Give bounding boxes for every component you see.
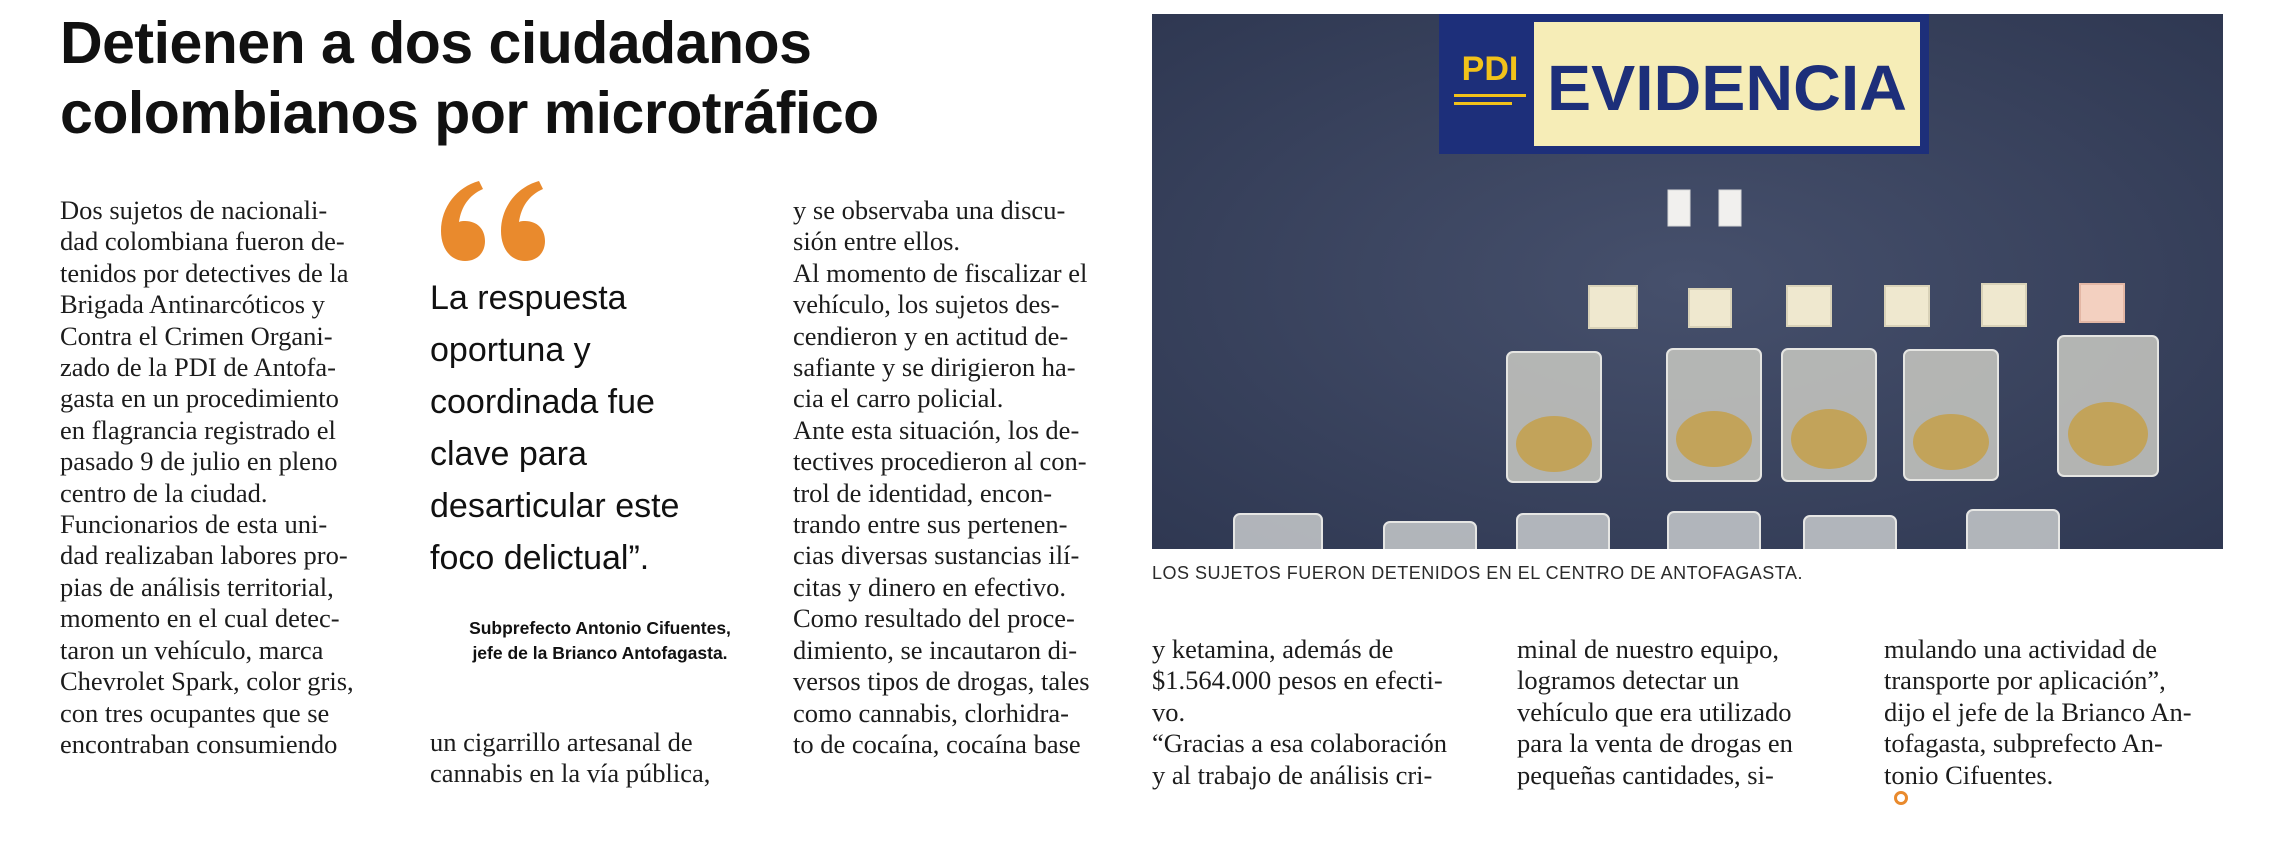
text-line: Como resultado del proce-: [793, 603, 1075, 634]
body-column-3: [793, 195, 1128, 760]
text-line: cias diversas sustancias ilí-: [793, 540, 1080, 571]
text-line: tenidos por detectives de la: [60, 257, 349, 288]
text-line: dad realizaban labores pro-: [60, 540, 348, 571]
text-line: vo.: [1152, 696, 1186, 727]
evidence-photo-illustration: [1152, 14, 2223, 549]
text-line: como cannabis, clorhidra-: [793, 697, 1069, 728]
text-line: dad colombiana fueron de-: [60, 226, 345, 257]
text-line: $1.564.000 pesos en efecti-: [1152, 665, 1443, 696]
text-line: taron un vehículo, marca: [60, 634, 324, 665]
body-column-1: [60, 195, 400, 760]
text-line: cendieron y en actitud de-: [793, 320, 1069, 351]
quote-mark-icon: [435, 175, 555, 265]
attribution-line-1: Subprefecto Antonio Cifuentes,: [469, 618, 731, 638]
text-line: desarticular este: [430, 487, 680, 525]
text-line: trol de identidad, encon-: [793, 477, 1053, 508]
last-line-wrapper: [1884, 760, 2214, 805]
text-line: y se observaba una discu-: [793, 195, 1066, 225]
text-line: centro de la ciudad.: [60, 477, 268, 508]
text-line: un cigarrillo artesanal de: [430, 727, 693, 757]
text-line: Brigada Antinarcóticos y: [60, 289, 325, 320]
text-line: clave para: [430, 435, 587, 473]
text-line: en flagrancia registrado el: [60, 414, 336, 445]
text-line: versos tipos de drogas, tales: [793, 666, 1090, 697]
text-line: y al trabajo de análisis cri-: [1152, 759, 1433, 790]
text-line: trando entre sus pertenen-: [793, 509, 1068, 540]
body-column-4: [1152, 634, 1472, 791]
text-line: oportuna y: [430, 331, 591, 369]
text-line: tonio Cifuentes.: [1884, 759, 2054, 790]
body-column-2: [430, 727, 770, 790]
text-line: tectives procedieron al con-: [793, 446, 1087, 477]
pull-quote-attribution: [430, 616, 770, 666]
text-line: zado de la PDI de Antofa-: [60, 352, 336, 383]
text-line: momento en el cual detec-: [60, 603, 340, 634]
text-line: to de cocaína, cocaína base: [793, 728, 1081, 759]
text-line: pequeñas cantidades, si-: [1517, 759, 1774, 790]
text-line: Contra el Crimen Organi-: [60, 320, 333, 351]
text-line: Al momento de fiscalizar el: [793, 257, 1088, 288]
text-line: y ketamina, además de: [1152, 634, 1394, 664]
pull-quote: [430, 272, 760, 584]
evidence-photo: [1152, 14, 2223, 549]
text-line: vehículo, los sujetos des-: [793, 289, 1060, 320]
text-line: Dos sujetos de nacionali-: [60, 195, 328, 225]
text-line: gasta en un procedimiento: [60, 383, 339, 414]
attribution-line-2: jefe de la Brianco Antofagasta.: [472, 643, 728, 663]
text-line: para la venta de drogas en: [1517, 728, 1793, 759]
text-line: con tres ocupantes que se: [60, 697, 330, 728]
text-line: sión entre ellos.: [793, 226, 961, 257]
text-line: safiante y se dirigieron ha-: [793, 352, 1076, 383]
text-line: mulando una actividad de: [1884, 634, 2158, 664]
text-line: pias de análisis territorial,: [60, 571, 334, 602]
text-line: pasado 9 de julio en pleno: [60, 446, 338, 477]
text-line: dijo el jefe de la Brianco An-: [1884, 696, 2192, 727]
text-line: minal de nuestro equipo,: [1517, 634, 1779, 664]
sign-evidencia-text: EVIDENCIA: [1547, 52, 1907, 124]
text-line: La respuesta: [430, 279, 627, 317]
photo-caption: LOS SUJETOS FUERON DETENIDOS EN EL CENTRO DE ANTOFAGASTA.: [1152, 563, 1803, 583]
text-line: transporte por aplicación”,: [1884, 665, 2166, 696]
text-line: Ante esta situación, los de-: [793, 414, 1080, 445]
body-column-5: [1517, 634, 1842, 791]
headline-line-1: Detienen a dos ciudadanos: [60, 10, 812, 76]
text-line: cannabis en la vía pública,: [430, 758, 711, 789]
text-line: tofagasta, subprefecto An-: [1884, 728, 2163, 759]
text-line: dimiento, se incautaron di-: [793, 634, 1078, 665]
text-line: logramos detectar un: [1517, 665, 1740, 696]
text-line: encontraban consumiendo: [60, 728, 338, 759]
text-line: foco delictual”.: [430, 539, 650, 577]
text-line: “Gracias a esa colaboración: [1152, 728, 1448, 759]
text-line: citas y dinero en efectivo.: [793, 571, 1066, 602]
text-line: Funcionarios de esta uni-: [60, 509, 328, 540]
text-line: vehículo que era utilizado: [1517, 696, 1792, 727]
text-line: coordinada fue: [430, 383, 655, 421]
article-headline: [60, 8, 1140, 148]
sign-pdi-text: PDI: [1461, 50, 1519, 88]
body-column-6: [1884, 634, 2214, 805]
end-of-article-icon: [1894, 791, 1908, 805]
text-line: Chevrolet Spark, color gris,: [60, 666, 354, 697]
text-line: cia el carro policial.: [793, 383, 1004, 414]
headline-line-2: colombianos por microtráfico: [60, 80, 879, 146]
